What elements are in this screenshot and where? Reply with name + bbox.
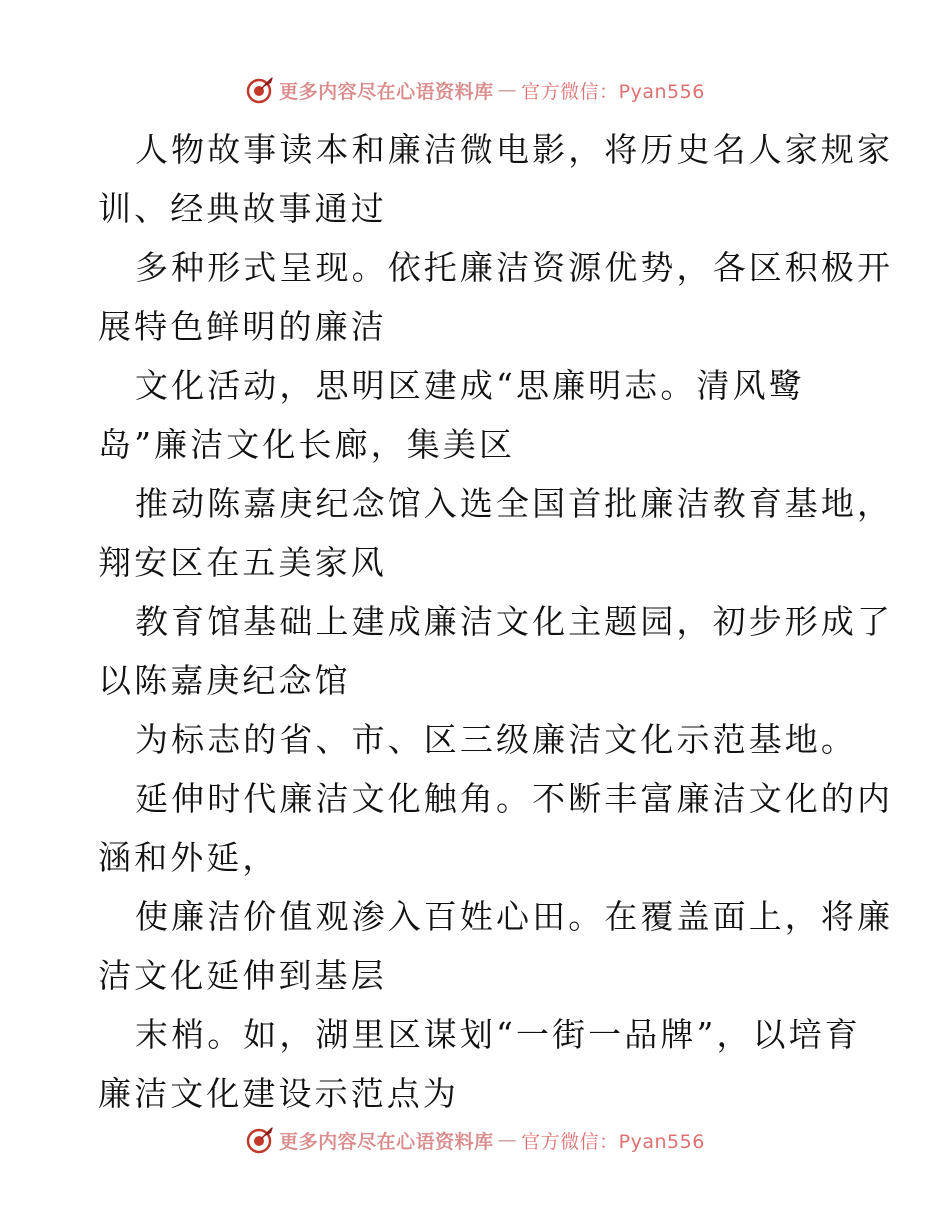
text-line: 以陈嘉庚纪念馆 [98,661,351,700]
quill-pen-circle-icon [245,1125,275,1155]
banner-separator: — [497,1129,518,1151]
text-line: 翔安区在五美家风 [98,543,387,582]
text-line: 岛”廉洁文化长廊，集美区 [98,425,516,464]
banner-main-text: 更多内容尽在心语资料库 [279,80,494,103]
banner-main-text: 更多内容尽在心语资料库 [279,1130,494,1153]
text-line: 延伸时代廉洁文化触角。不断丰富廉洁文化的内 [135,779,894,818]
text-line: 人物故事读本和廉洁微电影，将历史名人家规家 [135,130,894,169]
banner-wechat-text: 官方微信：Pyan556 [521,80,705,103]
text-line: 廉洁文化建设示范点为 [98,1074,459,1113]
text-line: 教育馆基础上建成廉洁文化主题园，初步形成了 [135,602,894,641]
footer-banner [0,1118,950,1162]
banner-wechat-text: 官方微信：Pyan556 [521,1130,705,1153]
text-line: 为标志的省、市、区三级廉洁文化示范基地。 [135,720,857,759]
document-body [98,120,894,1123]
text-line: 末梢。如，湖里区谋划“一街一品牌”，以培育 [135,1015,861,1054]
header-banner [0,68,950,112]
text-line: 涵和外延， [98,838,279,877]
text-line: 推动陈嘉庚纪念馆入选全国首批廉洁教育基地， [135,484,894,523]
banner-separator: — [497,79,518,101]
text-line: 展特色鲜明的廉洁 [98,307,387,346]
text-line: 多种形式呈现。依托廉洁资源优势，各区积极开 [135,248,894,287]
text-line: 文化活动，思明区建成“思廉明志。清风鹭 [135,366,805,405]
text-line: 使廉洁价值观渗入百姓心田。在覆盖面上，将廉 [135,897,894,936]
text-line: 训、经典故事通过 [98,189,387,228]
text-line: 洁文化延伸到基层 [98,956,387,995]
quill-pen-circle-icon [245,75,275,105]
